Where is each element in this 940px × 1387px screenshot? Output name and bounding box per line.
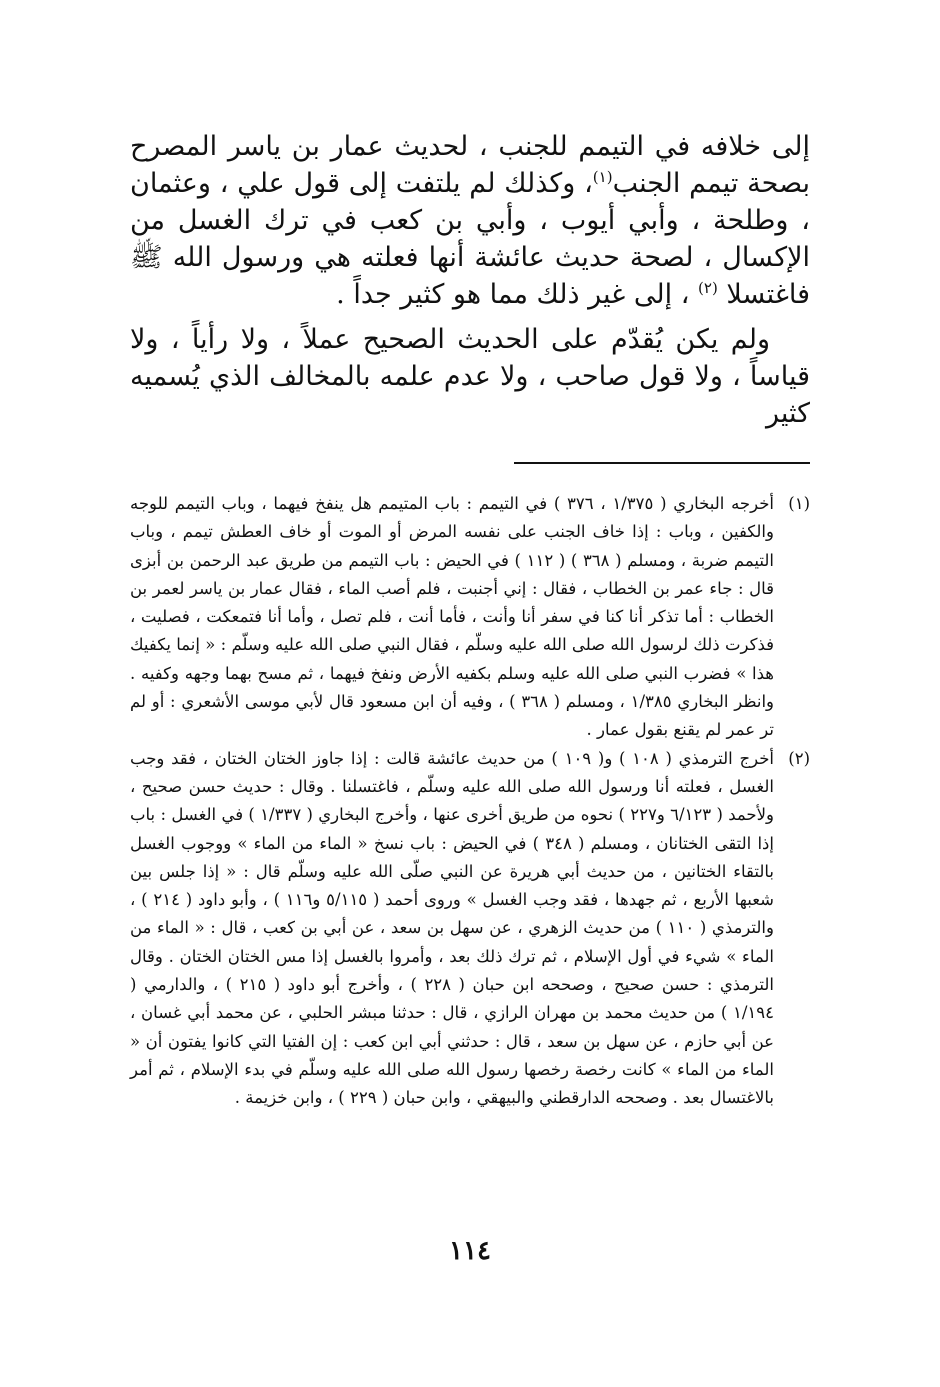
- footnotes: [130, 490, 810, 1113]
- paragraph-1-part-1: إلى خلافه في التيمم للجنب ، لحديث عمار بن ياسر المصرح بصحة تيمم الجنب: [130, 131, 810, 199]
- footnote-number: (١): [788, 494, 810, 513]
- footnote-text: أخرج الترمذي ( ١٠٨ ) و( ١٠٩ ) من حديث عائشة قالت : إذا جاوز الختان الختان ، فقد وجب الغسل ، فعلته أنا ورسول الله صلى الله عليه وسلّم ، فاغتسلنا . وقال : حديث حسن صحيح ، ولأحمد ( ٦/١٢٣ و٢٢٧ ) نحوه من طريق أخرى عنها ، وأخرج البخاري ( ١/٣٣٧ ) في الغسل : باب إذا التقى الختانان ، ومسلم ( ٣٤٨ ) في الحيض : باب نسخ « الماء من الماء » ووجوب الغسل بالتقاء الختانين ، من حديث أبي هريرة عن النبي صلّى الله عليه وسلّم قال : « إذا جلس بين شعبها الأربع ، ثم جهدها ، فقد وجب الغسل » وروى أحمد ( ٥/١١٥ و١١٦ ) ، وأبو داود ( ٢١٤ ) ، والترمذي ( ١١٠ ) من حديث الزهري ، عن سهل بن سعد ، عن أبي بن كعب ، قال : « الماء من الماء » شيء في أول الإسلام ، ثم ترك ذلك بعد ، وأمروا بالغسل إذا مس الختان الختان . وقال الترمذي : حسن صحيح ، وصححه ابن حبان ( ٢٢٨ ) ، وأخرج أبو داود ( ٢١٥ ) ، والدارمي ( ١/١٩٤ ) من حديث محمد بن مهران الرازي ، قال : حدثنا مبشر الحلبي ، عن محمد أبي غسان ، عن أبي حازم ، عن سهل بن سعد ، قال : حدثني أبي ابن كعب : إن الفتيا التي كانوا يفتون أن « الماء من الماء » كانت رخصة رخصها رسول الله صلى الله عليه وسلّم في بدء الإسلام ، ثم أمر بالاغتسال بعد . وصححه الدارقطني والبيهقي ، وابن حبان ( ٢٢٩ ) ، وابن خزيمة .: [130, 748, 774, 1108]
- footnote-number: (٢): [788, 748, 810, 768]
- paragraph-1: [130, 128, 810, 313]
- main-text: [130, 128, 810, 432]
- footnote-separator: [514, 462, 810, 464]
- paragraph-2: ولم يكن يُقدّم على الحديث الصحيح عملاً ، ولا رأياً ، ولا قياساً ، ولا قول صاحب ، ولا عدم علمه بالمخالف الذي يُسميه كثير: [130, 324, 810, 429]
- paragraph-1-part-3: ، إلى غير ذلك مما هو كثير جداً .: [336, 279, 690, 310]
- page-number: ١١٤: [449, 1236, 491, 1266]
- footnote-1: [130, 490, 810, 745]
- footnote-ref-2: (٢): [698, 279, 718, 297]
- footnote-text: أخرجه البخاري ( ١/٣٧٥ ، ٣٧٦ ) في التيمم : باب المتيمم هل ينفخ فيهما ، وباب التيمم للوجه والكفين ، وباب : إذا خاف الجنب على نفسه المرض أو الموت أو خاف العطش تيمم ، وباب التيمم ضربة ، ومسلم ( ٣٦٨ ) ( ١١٢ ) في الحيض : باب التيمم من طريق عبد الرحمن بن أبزى قال : جاء عمر بن الخطاب ، فقال : إني أجنبت ، فلم أصب الماء ، فقال عمار بن ياسر لعمر بن الخطاب : أما تذكر أنا كنا في سفر أنا وأنت ، فأما أنت ، فلم تصل ، وأما أنا فتمعكت ، فصليت ، فذكرت ذلك لرسول الله صلى الله عليه وسلّم ، فقال النبي صلى الله عليه وسلّم : « إنما يكفيك هذا » فضرب النبي صلى الله عليه وسلم بكفيه الأرض ونفخ فيهما ، ثم مسح بهما وجهه وكفيه . وانظر البخاري ١/٣٨٥ ، ومسلم ( ٣٦٨ ) ، وفيه أن ابن مسعود قال لأبي موسى الأشعري : أو لم تر عمر لم يقنع بقول عمار .: [130, 494, 775, 740]
- paragraph-1-part-2: ، وكذلك لم يلتفت إلى قول علي ، وعثمان ، وطلحة ، وأبي أيوب ، وأبي بن كعب في ترك الغسل من الإكسال ، لصحة حديث عائشة أنها فعلته هي ورسول الله ﷺ فاغتسلا: [130, 168, 810, 310]
- footnote-ref-1: (١): [592, 168, 613, 186]
- footnote-2: [130, 745, 810, 1113]
